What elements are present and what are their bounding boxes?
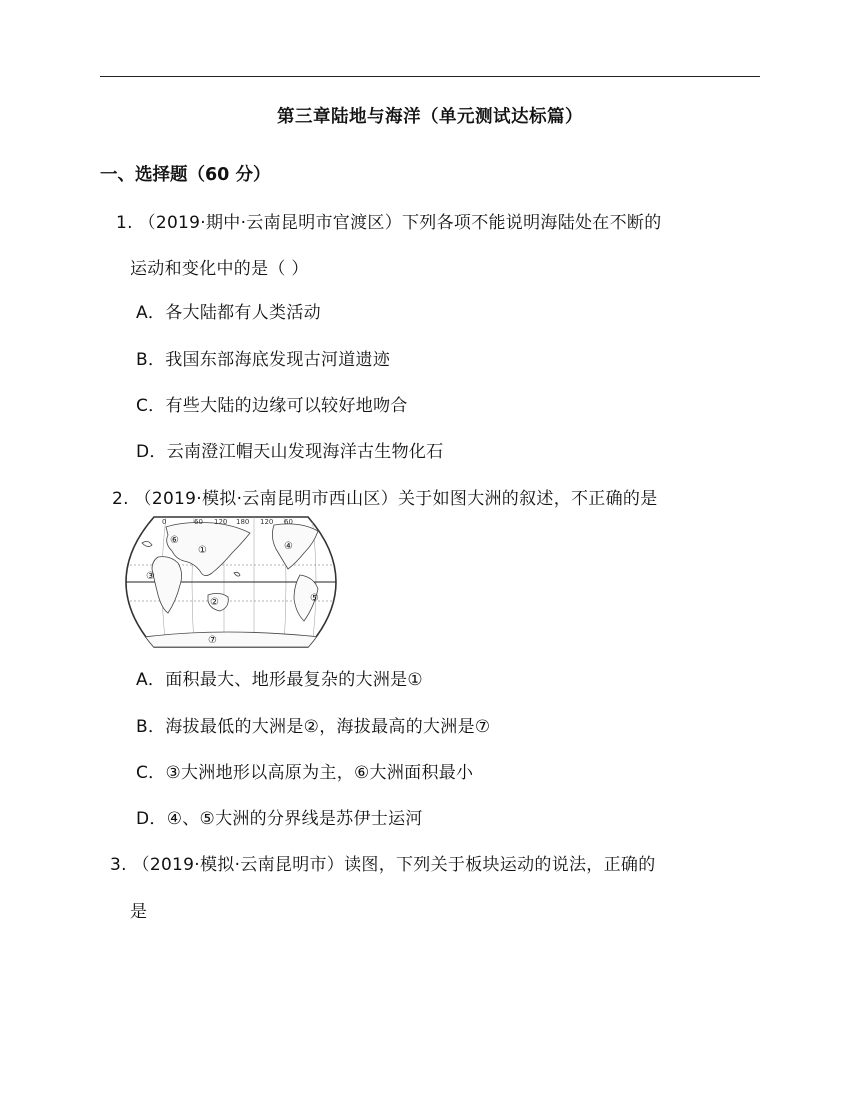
map-tick: 120 bbox=[214, 518, 228, 526]
question-3-text-cont: 是 bbox=[130, 902, 148, 922]
question-1-option-b: B．我国东部海底发现古河道遗迹 bbox=[136, 350, 391, 370]
map-tick: 120 bbox=[260, 518, 274, 526]
section-heading: 一、选择题（60 分） bbox=[100, 165, 271, 185]
world-continents-map bbox=[124, 513, 338, 651]
page-title: 第三章陆地与海洋（单元测试达标篇） bbox=[277, 107, 583, 127]
continent-marker-1: ① bbox=[198, 545, 207, 556]
continent-marker-4: ④ bbox=[284, 541, 293, 552]
question-2-option-b: B．海拔最低的大洲是②，海拔最高的大洲是⑦ bbox=[136, 717, 491, 737]
question-1-option-c: C．有些大陆的边缘可以较好地吻合 bbox=[136, 396, 408, 416]
question-2-text: 2. （2019·模拟·云南昆明市西山区）关于如图大洲的叙述，不正确的是 bbox=[112, 489, 658, 509]
map-tick: 0 bbox=[162, 518, 167, 526]
map-tick: 60 bbox=[194, 518, 203, 526]
map-tick: 180 bbox=[236, 518, 250, 526]
question-1-option-d: D．云南澄江帽天山发现海洋古生物化石 bbox=[136, 442, 444, 462]
continent-marker-6: ⑥ bbox=[170, 535, 179, 546]
continent-marker-3: ③ bbox=[146, 571, 155, 582]
continent-marker-5: ⑤ bbox=[310, 593, 319, 604]
question-3-text: 3. （2019·模拟·云南昆明市）读图，下列关于板块运动的说法，正确的 bbox=[110, 855, 656, 875]
question-1-option-a: A．各大陆都有人类活动 bbox=[136, 303, 321, 323]
continent-marker-2: ② bbox=[210, 597, 219, 608]
question-1-text-cont: 运动和变化中的是（ ） bbox=[130, 259, 309, 279]
question-2-option-a: A．面积最大、地形最复杂的大洲是① bbox=[136, 670, 423, 690]
continent-marker-7: ⑦ bbox=[208, 635, 217, 646]
map-tick: 60 bbox=[284, 518, 293, 526]
question-2-option-c: C．③大洲地形以高原为主，⑥大洲面积最小 bbox=[136, 763, 474, 783]
question-1-text: 1. （2019·期中·云南昆明市官渡区）下列各项不能说明海陆处在不断的 bbox=[116, 213, 662, 233]
question-2-option-d: D．④、⑤大洲的分界线是苏伊士运河 bbox=[136, 809, 423, 829]
header-rule bbox=[100, 76, 760, 77]
